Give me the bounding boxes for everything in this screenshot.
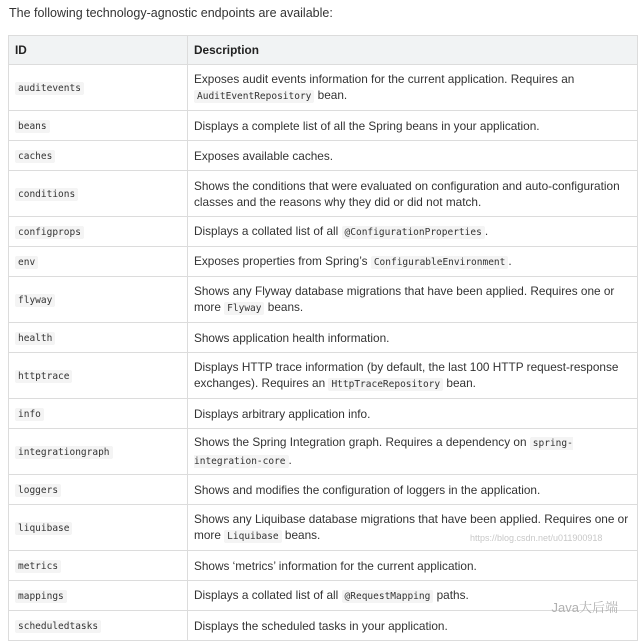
endpoint-id-cell — [9, 505, 188, 551]
description-text: Displays HTTP trace information (by default, the last 100 HTTP request-response exchanges). Requires an — [194, 359, 619, 390]
table-row — [9, 611, 638, 641]
table-row — [9, 247, 638, 277]
endpoint-description-cell — [188, 353, 638, 399]
description-text: Exposes available caches. — [194, 148, 334, 163]
table-row — [9, 65, 638, 111]
inline-code: Liquibase — [224, 530, 281, 543]
description-text: Displays the scheduled tasks in your application. — [194, 618, 448, 633]
endpoint-id-cell — [9, 277, 188, 323]
endpoint-id: metrics — [15, 560, 61, 573]
endpoint-description-cell — [188, 551, 638, 581]
endpoint-id: info — [15, 408, 44, 421]
endpoint-id-cell — [9, 353, 188, 399]
endpoint-id: beans — [15, 120, 50, 133]
table-row — [9, 277, 638, 323]
table-row — [9, 323, 638, 353]
inline-code: ConfigurableEnvironment — [371, 256, 509, 269]
endpoint-id-cell — [9, 611, 188, 641]
description-text: Exposes properties from Spring’s — [194, 253, 371, 268]
endpoint-id: mappings — [15, 590, 67, 603]
table-row — [9, 217, 638, 247]
table-row — [9, 111, 638, 141]
description-text: . — [508, 253, 512, 268]
endpoints-table — [8, 35, 638, 641]
endpoint-id-cell — [9, 475, 188, 505]
description-text: Displays a collated list of all — [194, 223, 342, 238]
endpoint-id: loggers — [15, 484, 61, 497]
table-row — [9, 551, 638, 581]
endpoint-description-cell — [188, 65, 638, 111]
endpoint-id-cell — [9, 217, 188, 247]
endpoint-id: httptrace — [15, 370, 72, 383]
brand-watermark: Java大后端 — [551, 600, 618, 615]
table-row — [9, 353, 638, 399]
endpoint-description-cell — [188, 247, 638, 277]
description-text: Shows ‘metrics’ information for the current application. — [194, 558, 477, 573]
endpoint-id-cell — [9, 111, 188, 141]
description-text: . — [484, 223, 489, 238]
endpoint-id-cell — [9, 65, 188, 111]
description-text: Displays arbitrary application info. — [194, 406, 371, 421]
endpoint-description-cell — [188, 111, 638, 141]
description-text: bean. — [314, 87, 348, 102]
table-row — [9, 171, 638, 217]
description-column-header: Description — [188, 36, 638, 65]
table-header-row — [9, 36, 638, 65]
description-text: paths. — [433, 587, 469, 602]
endpoint-id: flyway — [15, 294, 55, 307]
endpoint-description-cell — [188, 399, 638, 429]
intro-text: The following technology-agnostic endpoints are available: — [9, 6, 333, 20]
description-text: Shows the conditions that were evaluated on configuration and auto-configuration classes and the reasons why they did or did not match. — [194, 178, 620, 209]
endpoint-description-cell — [188, 505, 638, 551]
table-row — [9, 429, 638, 475]
inline-code: Flyway — [224, 302, 264, 315]
endpoint-id: integrationgraph — [15, 446, 113, 459]
inline-code: @RequestMapping — [342, 590, 434, 603]
endpoint-description-cell — [188, 277, 638, 323]
description-text: bean. — [443, 375, 476, 390]
endpoint-id-cell — [9, 581, 188, 611]
endpoint-description-cell — [188, 217, 638, 247]
id-column-header: ID — [9, 36, 188, 65]
endpoint-id-cell — [9, 171, 188, 217]
description-text: Shows application health information. — [194, 330, 390, 345]
endpoint-id: liquibase — [15, 522, 72, 535]
description-text: beans. — [264, 299, 304, 314]
endpoint-id-cell — [9, 399, 188, 429]
description-text: Shows any Flyway database migrations that have been applied. Requires one or more — [194, 283, 615, 314]
inline-code: @ConfigurationProperties — [342, 226, 485, 239]
endpoint-description-cell — [188, 323, 638, 353]
endpoint-description-cell — [188, 475, 638, 505]
description-text: Shows any Liquibase database migrations that have been applied. Requires one or more — [194, 511, 629, 542]
endpoint-id: env — [15, 256, 38, 269]
inline-code: AuditEventRepository — [194, 90, 314, 103]
endpoint-id: scheduledtasks — [15, 620, 101, 633]
endpoint-id: configprops — [15, 226, 84, 239]
description-text: Exposes audit events information for the current application. Requires an — [194, 71, 575, 86]
inline-code: HttpTraceRepository — [328, 378, 443, 391]
table-row — [9, 399, 638, 429]
endpoint-id: caches — [15, 150, 55, 163]
description-text: Displays a complete list of all the Spring beans in your application. — [194, 118, 540, 133]
description-text: beans. — [281, 527, 321, 542]
endpoint-id-cell — [9, 323, 188, 353]
description-text: Shows the Spring Integration graph. Requires a dependency on — [194, 434, 530, 449]
table-body — [9, 65, 638, 641]
endpoint-id-cell — [9, 247, 188, 277]
description-text: Shows and modifies the configuration of loggers in the application. — [194, 482, 541, 497]
endpoint-id: health — [15, 332, 55, 345]
endpoint-description-cell — [188, 141, 638, 171]
url-watermark: https://blog.csdn.net/u011900918 — [470, 533, 603, 543]
description-text: Displays a collated list of all — [194, 587, 342, 602]
table-row — [9, 475, 638, 505]
description-text: . — [288, 452, 292, 467]
endpoint-id: conditions — [15, 188, 78, 201]
endpoint-id: auditevents — [15, 82, 84, 95]
table-row — [9, 141, 638, 171]
table-row — [9, 505, 638, 551]
endpoint-id-cell — [9, 551, 188, 581]
table-row — [9, 581, 638, 611]
endpoint-id-cell — [9, 141, 188, 171]
inline-code: spring-integration-core — [194, 437, 573, 467]
endpoint-description-cell — [188, 429, 638, 475]
endpoint-description-cell — [188, 171, 638, 217]
endpoint-id-cell — [9, 429, 188, 475]
